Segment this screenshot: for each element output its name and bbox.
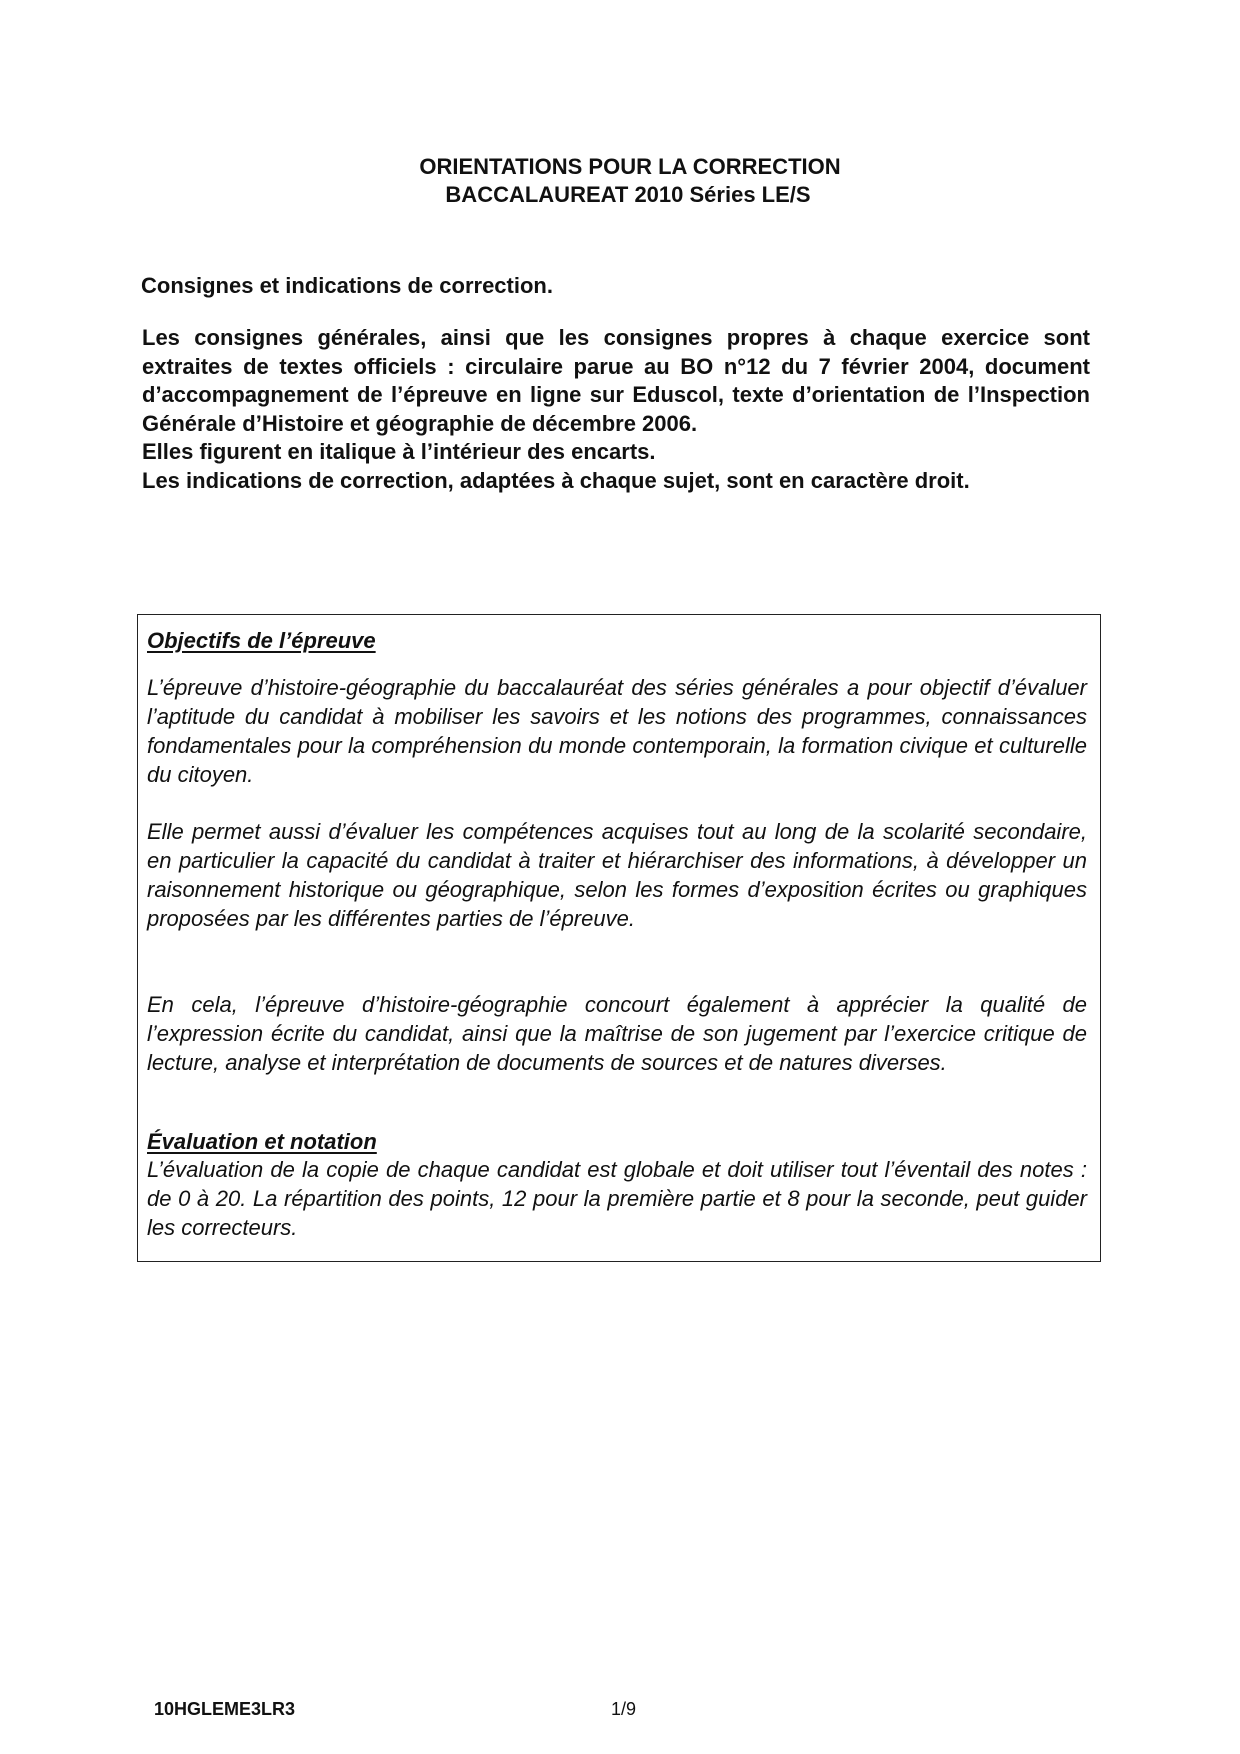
consignes-paragraph: Les consignes générales, ainsi que les consignes propres à chaque exercice sont extraites de textes officiels : circulaire parue au BO n°12 du 7 février 2004, document d’accompagnement de l’épreuve en ligne sur Eduscol, texte d’orientation de l’Inspection Générale d’Histoire et géographie de décembre 2006. — [142, 325, 1090, 436]
consignes-heading: Consignes et indications de correction. — [141, 273, 553, 298]
consignes-paragraph: Elles figurent en italique à l’intérieur des encarts. — [142, 439, 656, 464]
consignes-intro — [142, 324, 1090, 495]
objectifs-paragraph: En cela, l’épreuve d’histoire-géographie concourt également à apprécier la qualité de l’expression écrite du candidat, ainsi que la maîtrise de son jugement par l’exercice critique de lecture, analyse et interprétation de documents de sources et de natures diverses. — [147, 992, 1087, 1075]
objectifs-encart-box — [137, 614, 1101, 1262]
evaluation-heading: Évaluation et notation — [147, 1129, 377, 1154]
document-title-line-1: ORIENTATIONS POUR LA CORRECTION — [419, 154, 841, 179]
evaluation-paragraph: L’évaluation de la copie de chaque candidat est globale et doit utiliser tout l’éventail des notes : de 0 à 20. La répartition des points, 12 pour la première partie et 8 pour la seconde, peut guider les correcteurs. — [147, 1157, 1087, 1240]
consignes-paragraph: Les indications de correction, adaptées à chaque sujet, sont en caractère droit. — [142, 467, 970, 493]
document-code: 10HGLEME3LR3 — [154, 1699, 296, 1719]
objectifs-paragraph: L’épreuve d’histoire-géographie du baccalauréat des séries générales a pour objectif d’évaluer l’aptitude du candidat à mobiliser les savoirs et les notions des programmes, connaissances fondamentales pour la compréhension du monde contemporain, la formation civique et culturelle du citoyen. — [147, 675, 1087, 787]
objectifs-heading: Objectifs de l’épreuve — [147, 628, 376, 653]
objectifs-paragraph: Elle permet aussi d’évaluer les compétences acquises tout au long de la scolarité secondaire, en particulier la capacité du candidat à traiter et hiérarchiser des informations, à développer un raisonnement historique ou géographique, selon les formes d’exposition écrites ou graphiques proposées par les différentes parties de l’épreuve. — [147, 819, 1087, 931]
document-title-line-2: BACCALAUREAT 2010 Séries LE/S — [445, 182, 811, 207]
page-number: 1/9 — [611, 1699, 637, 1719]
